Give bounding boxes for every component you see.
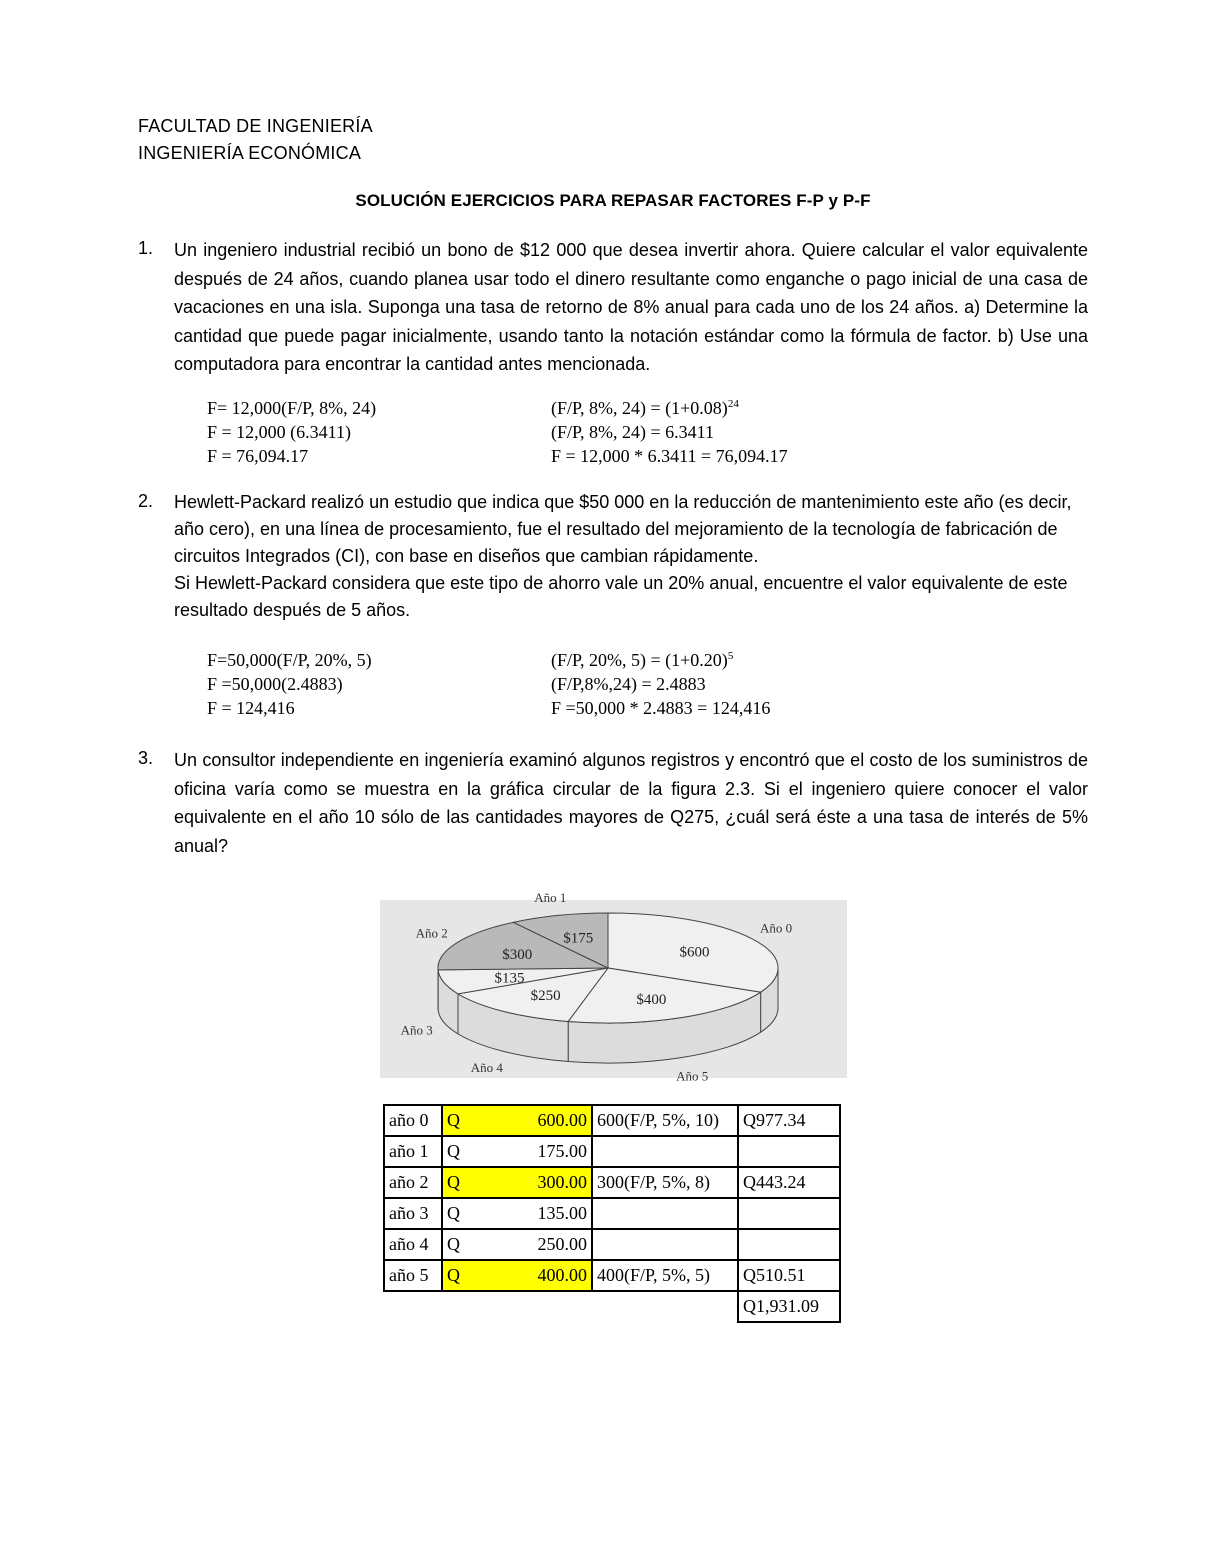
pie-category-label-1: Año 1 — [534, 890, 567, 906]
calc-line: F = 124,416 — [207, 698, 295, 718]
exercise-2-text — [174, 489, 1088, 624]
table-total-row — [384, 1291, 840, 1322]
amount-cell — [442, 1198, 592, 1229]
currency-symbol: Q — [447, 1141, 460, 1161]
pie-value-label-2: $300 — [502, 946, 533, 963]
pie-value-label-4: $250 — [530, 988, 561, 1005]
currency-symbol: Q — [447, 1172, 460, 1192]
amount-value: 600.00 — [537, 1110, 587, 1130]
calc-line: (F/P,8%,24) = 2.4883 — [551, 674, 706, 694]
calc-line — [551, 396, 788, 420]
exercise-2-number: 2. — [138, 491, 154, 511]
calc-line: F = 76,094.17 — [207, 446, 309, 466]
exercise-1-paragraph: Un ingeniero industrial recibió un bono de $12 000 que desea invertir ahora. Quiere calcular el valor equivalente después de 24 años, cuando planea usar todo el dinero resultante como enganche o pago inicial de una casa de vacaciones en una isla. Suponga una tasa de retorno de 8% anual para cada uno de los 24 años. a) Determine la cantidad que puede pagar inicialmente, usando tanto la notación estándar como la fórmula de factor. b) Use una computadora para encontrar la cantidad antes mencionada. — [174, 240, 1088, 374]
amount-cell — [442, 1136, 592, 1167]
amount-cell — [442, 1229, 592, 1260]
pie-value-label-3: $135 — [494, 970, 525, 987]
currency-symbol: Q — [447, 1234, 460, 1254]
results-table — [383, 1104, 841, 1323]
empty-cell — [384, 1291, 442, 1322]
amount-cell — [442, 1105, 592, 1136]
future-value-cell: Q443.24 — [738, 1167, 840, 1198]
future-value-cell — [738, 1229, 840, 1260]
year-label-cell: año 5 — [384, 1260, 442, 1291]
pie-value-label-1: $175 — [563, 930, 594, 947]
amount-value: 400.00 — [537, 1265, 587, 1285]
exercise-3-paragraph: Un consultor independiente en ingeniería examinó algunos registros y encontró que el costo de los suministros de oficina varía como se muestra en la gráfica circular de la figura 2.3. Si el ingeniero quiere conocer el valor equivalente en el año 10 sólo de las cantidades mayores de Q275, ¿cuál será éste a una tasa de interés de 5% anual? — [174, 750, 1088, 856]
factor-expression: (F/P, 8%, 24) = (1+0.08) — [551, 398, 728, 418]
exercise-2-paragraph-2: Si Hewlett-Packard considera que este tipo de ahorro vale un 20% anual, encuentre el valor equivalente de este resultado después de 5 años. — [174, 573, 1068, 620]
calc-line: F =50,000(2.4883) — [207, 674, 343, 694]
exponent: 24 — [727, 398, 739, 410]
amount-value: 300.00 — [537, 1172, 587, 1192]
pie-top — [438, 913, 778, 1023]
exercise-3-number: 3. — [138, 748, 154, 768]
table-row — [384, 1167, 840, 1198]
exercise-1-number: 1. — [138, 238, 154, 258]
exercise-3-text — [174, 746, 1088, 860]
pie-chart-svg — [380, 890, 847, 1084]
amount-cell — [442, 1167, 592, 1198]
pie-value-label-0: $600 — [679, 944, 710, 961]
faculty-header: FACULTAD DE INGENIERÍA — [138, 116, 373, 136]
calc-line: F = 12,000 (6.3411) — [207, 422, 351, 442]
empty-cell — [592, 1291, 738, 1322]
table-row — [384, 1260, 840, 1291]
future-value-cell: Q510.51 — [738, 1260, 840, 1291]
exercise-2-calc-left — [207, 648, 372, 720]
calc-line: F = 12,000 * 6.3411 = 76,094.17 — [551, 446, 788, 466]
pie-category-label-0: Año 0 — [759, 920, 793, 936]
amount-value: 250.00 — [537, 1234, 587, 1254]
course-header: INGENIERÍA ECONÓMICA — [138, 143, 362, 163]
formula-cell: 400(F/P, 5%, 5) — [592, 1260, 738, 1291]
calc-line: (F/P, 8%, 24) = 6.3411 — [551, 422, 714, 442]
empty-cell — [442, 1291, 592, 1322]
table-row — [384, 1229, 840, 1260]
calc-line — [551, 648, 770, 672]
pie-value-label-5: $400 — [636, 991, 667, 1008]
exercise-2-calc-right — [551, 648, 770, 720]
future-value-cell — [738, 1136, 840, 1167]
currency-symbol: Q — [447, 1110, 460, 1130]
pie-category-label-2: Año 2 — [415, 925, 448, 941]
year-label-cell: año 2 — [384, 1167, 442, 1198]
exponent: 5 — [727, 650, 734, 662]
formula-cell: 600(F/P, 5%, 10) — [592, 1105, 738, 1136]
exercise-1-calc-left — [207, 396, 376, 468]
pie-category-label-4: Año 4 — [470, 1060, 503, 1076]
currency-symbol: Q — [447, 1203, 460, 1223]
future-value-cell — [738, 1198, 840, 1229]
table-row — [384, 1105, 840, 1136]
formula-cell: 300(F/P, 5%, 8) — [592, 1167, 738, 1198]
exercise-2-paragraph-1: Hewlett-Packard realizó un estudio que indica que $50 000 en la reducción de mantenimiento este año (es decir, año cero), en una línea de procesamiento, fue el resultado del mejoramiento de la tecnología de fabricación de circuitos Integrados (CI), con base en diseños que cambian rápidamente. — [174, 492, 1072, 566]
amount-value: 175.00 — [537, 1141, 587, 1161]
calc-line: F=50,000(F/P, 20%, 5) — [207, 650, 372, 670]
document-title: SOLUCIÓN EJERCICIOS PARA REPASAR FACTORES F-P y P-F — [355, 191, 871, 210]
amount-value: 135.00 — [537, 1203, 587, 1223]
pie-chart-figure — [380, 890, 847, 1084]
year-label-cell: año 1 — [384, 1136, 442, 1167]
exercise-1-text — [174, 236, 1088, 379]
year-label-cell: año 4 — [384, 1229, 442, 1260]
currency-symbol: Q — [447, 1265, 460, 1285]
calc-line: F =50,000 * 2.4883 = 124,416 — [551, 698, 771, 718]
future-value-cell: Q977.34 — [738, 1105, 840, 1136]
amount-cell — [442, 1260, 592, 1291]
calc-line: F= 12,000(F/P, 8%, 24) — [207, 398, 377, 418]
factor-expression: (F/P, 20%, 5) = (1+0.20) — [551, 650, 728, 670]
pie-category-label-3: Año 3 — [400, 1022, 433, 1038]
year-label-cell: año 0 — [384, 1105, 442, 1136]
total-cell: Q1,931.09 — [738, 1291, 840, 1322]
table-row — [384, 1198, 840, 1229]
table-row — [384, 1136, 840, 1167]
formula-cell — [592, 1198, 738, 1229]
pie-category-label-5: Año 5 — [676, 1068, 709, 1084]
formula-cell — [592, 1229, 738, 1260]
year-label-cell: año 3 — [384, 1198, 442, 1229]
exercise-1-calc-right — [551, 396, 788, 468]
formula-cell — [592, 1136, 738, 1167]
